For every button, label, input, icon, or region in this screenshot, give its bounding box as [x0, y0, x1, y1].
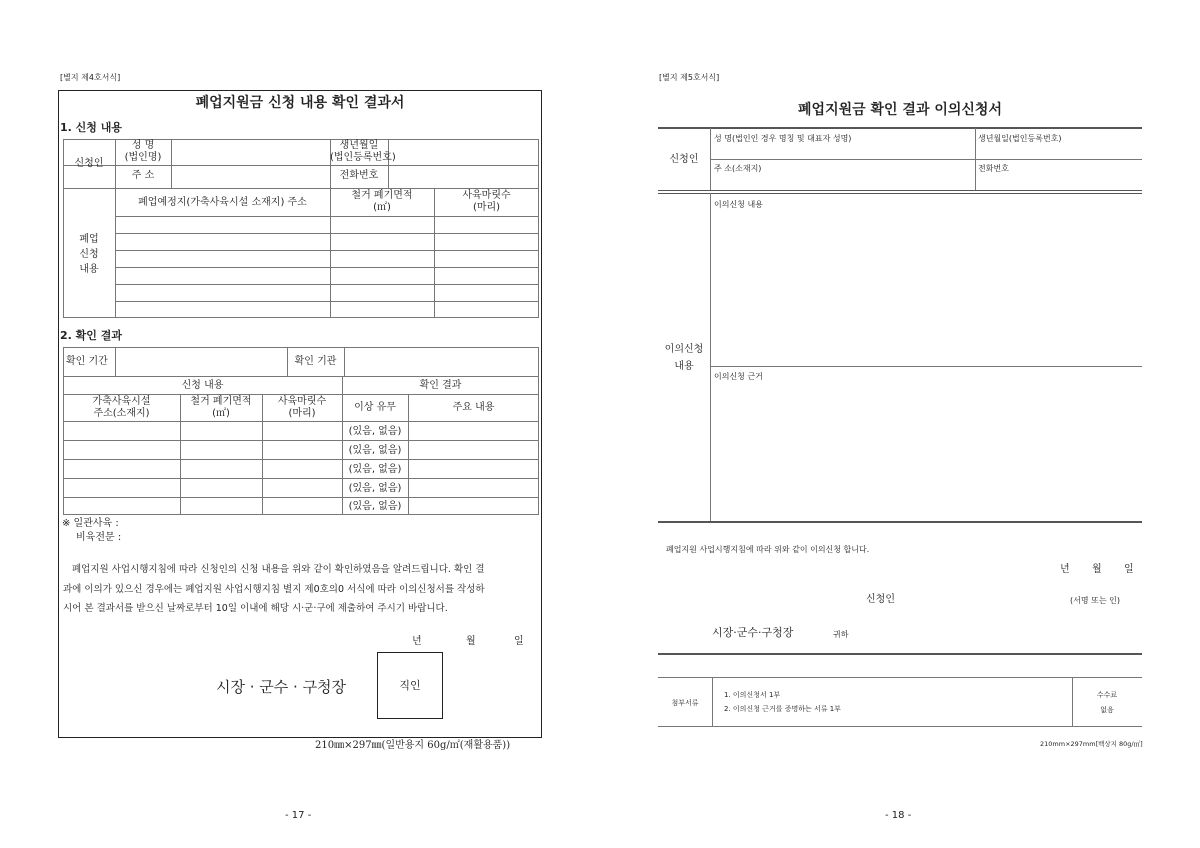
attach-item-1: 1. 이의신청서 1부: [724, 691, 781, 699]
date-day: 일: [514, 636, 524, 647]
col-heads: 사육마릿수: [462, 190, 511, 201]
req-content-header: 신청 내용: [181, 380, 224, 391]
form-title: 폐업지원금 신청 내용 확인 결과서: [195, 95, 405, 111]
check-result-header: 확인 결과: [419, 380, 462, 391]
yes-no-3: (있음, 없음): [348, 464, 402, 475]
attach-top-rule: [658, 653, 1142, 655]
yes-no-2: (있음, 없음): [348, 445, 402, 456]
phone-label: 전화번호: [339, 170, 379, 181]
official-seal-label: 직인: [399, 679, 421, 692]
closure-label-2: 신청: [79, 249, 99, 260]
r-address-label: 주 소(소재지): [714, 164, 762, 173]
objection-basis-label: 이의신청 근거: [714, 372, 763, 381]
r-name-label: 성 명(법인인 경우 명칭 및 대표자 성명): [714, 134, 852, 143]
col-area: 철거 폐기면적: [351, 190, 413, 201]
notice-line-1: 폐업지원 사업시행지침에 따라 신청인의 신청 내용을 위와 같이 확인하였음을 알려드립니다. 확인 결: [72, 564, 485, 575]
sign-note: (서명 또는 인): [1070, 596, 1120, 605]
area-unit-col: (㎡): [212, 408, 230, 419]
corp-name-label: (법인명): [124, 152, 162, 163]
applicant-label: 신청인: [74, 158, 104, 169]
paper-spec: 210㎜×297㎜(일반용지 60g/㎡(재활용품)): [315, 740, 511, 751]
main-content-col: 주요 내용: [452, 402, 495, 413]
objection-form-title: 폐업지원금 확인 결과 이의신청서: [798, 102, 1002, 118]
closure-label-1: 폐업: [79, 234, 99, 245]
fee-value: 없음: [1100, 706, 1114, 714]
objection-bottom-rule: [658, 521, 1142, 523]
section-2-heading: 2. 확인 결과: [60, 329, 122, 342]
r-date-month: 월: [1092, 564, 1102, 575]
check-org-label: 확인 기관: [294, 356, 337, 367]
applicant-sign-label: 신청인: [866, 594, 895, 605]
recipient-honorific: 귀하: [833, 630, 849, 639]
heads-unit-col: (마리): [288, 408, 316, 419]
page-number-17: - 17 -: [285, 810, 312, 821]
r-paper-spec: 210mm×297mm[백상지 80g/㎡]: [1040, 740, 1143, 748]
attach-label: 첨부서류: [671, 699, 699, 707]
top-rule: [658, 127, 1142, 129]
objection-content-label: 이의신청 내용: [714, 200, 763, 209]
section-1-heading: 1. 신청 내용: [60, 121, 122, 134]
attach-box-top: [658, 677, 1142, 678]
anomaly-col: 이상 유무: [354, 402, 396, 413]
result-table: [63, 347, 539, 515]
attach-box-bottom: [658, 726, 1142, 727]
objection-label-1: 이의신청: [664, 344, 704, 355]
yes-no-1: (있음, 없음): [348, 426, 402, 437]
page-number-18: - 18 -: [885, 810, 912, 821]
corp-reg-label: (법인등록번호): [330, 152, 396, 163]
fee-label: 수수료: [1096, 691, 1118, 699]
objection-label-2: 내용: [674, 361, 694, 372]
address-label: 주 소: [131, 170, 155, 181]
r-phone-label: 전화번호: [978, 164, 1009, 173]
closure-label-3: 내용: [79, 264, 99, 275]
facility-col: 가축사육시설: [92, 396, 151, 407]
notice-line-3: 시어 본 결과서를 받으신 날짜로부터 10일 이내에 해당 시·군·구에 제출하여 주시기 바랍니다.: [63, 603, 448, 614]
check-period-label: 확인 기간: [66, 356, 108, 367]
name-label: 성 명: [131, 140, 155, 151]
form-tag-5: [별지 제5호서식]: [659, 73, 720, 82]
date-year: 년: [412, 636, 422, 647]
note-integrated: ※ 일관사육 :: [62, 518, 119, 529]
birth-label: 생년월일: [339, 140, 379, 151]
objection-statement: 폐업지원 사업시행지침에 따라 위와 같이 이의신청 합니다.: [666, 545, 870, 554]
yes-no-5: (있음, 없음): [348, 501, 402, 512]
notice-line-2: 과에 이의가 있으신 경우에는 폐업지원 사업시행지침 별지 제0호의0 서식에 따라 이의신청서를 작성하: [63, 584, 485, 595]
r-birth-label: 생년월일(법인등록번호): [978, 134, 1062, 143]
col-area-unit: (㎡): [373, 202, 391, 213]
r-date-year: 년: [1060, 564, 1070, 575]
col-closure-address: 폐업예정지(가축사육시설 소재지) 주소: [138, 197, 307, 208]
form-tag-4: [별지 제4호서식]: [60, 73, 121, 82]
mayor-signature-title: 시장 · 군수 · 구청장: [216, 678, 347, 696]
col-heads-unit: (마리): [472, 202, 501, 213]
attach-item-2: 2. 이의신청 근거를 증명하는 서류 1부: [724, 705, 841, 713]
facility-addr-col: 주소(소재지): [93, 408, 150, 419]
yes-no-4: (있음, 없음): [348, 483, 402, 494]
heads-col: 사육마릿수: [277, 396, 327, 407]
r-date-day: 일: [1124, 564, 1134, 575]
recipient-mayor: 시장·군수·구청장: [712, 626, 794, 639]
date-month: 월: [466, 636, 476, 647]
note-finishing: 비육전문 :: [76, 532, 122, 543]
r-applicant-label: 신청인: [669, 154, 699, 165]
area-col: 철거 폐기면적: [190, 396, 252, 407]
